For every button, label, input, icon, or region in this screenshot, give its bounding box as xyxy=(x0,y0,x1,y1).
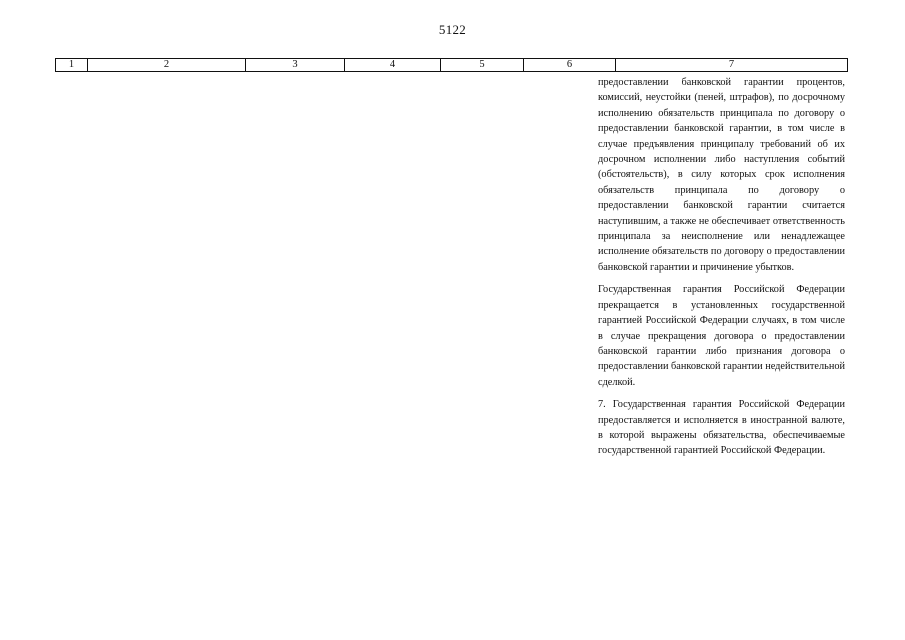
column-7-content xyxy=(598,75,845,466)
column-header-5: 5 xyxy=(441,59,524,72)
paragraph-guarantee-termination: Государственная гарантия Российской Федерации прекращается в установленных государственной гарантией Российской Федерации случаях, в том числе в случае прекращения договора о предоставлении банковской гарантии либо признания договора о предоставлении банковской гарантии недействительной сделкой. xyxy=(598,284,845,388)
column-header-1: 1 xyxy=(56,59,88,72)
column-header-table xyxy=(55,58,848,72)
column-header-3: 3 xyxy=(246,59,345,72)
page-number: 5122 xyxy=(438,22,467,37)
column-header-6: 6 xyxy=(524,59,616,72)
paragraph-continuation: предоставлении банковской гарантии процентов, комиссий, неустойки (пеней, штрафов), по досрочному исполнению обязательств принципала по договору о предоставлении банковской гарантии, в том числе в случае предъявления принципалу требований об их досрочном исполнении либо наступления событий (обстоятельств), в силу которых срок исполнения обязательств принципала по договору о предоставлении банковской гарантии считается наступившим, а также не обеспечивает ответственность принципала за неисполнение или ненадлежащее исполнение обязательств по договору о предоставлении банковской гарантии и причинение убытков. xyxy=(598,77,845,273)
header-row xyxy=(56,59,848,72)
column-header-7: 7 xyxy=(616,59,848,72)
column-header-2: 2 xyxy=(88,59,246,72)
column-header-4: 4 xyxy=(345,59,441,72)
paragraph-item-7: 7. Государственная гарантия Российской Федерации предоставляется и исполняется в иностранной валюте, в которой выражены обязательства, обеспечиваемые государственной гарантией Российской Федерации. xyxy=(598,399,845,457)
